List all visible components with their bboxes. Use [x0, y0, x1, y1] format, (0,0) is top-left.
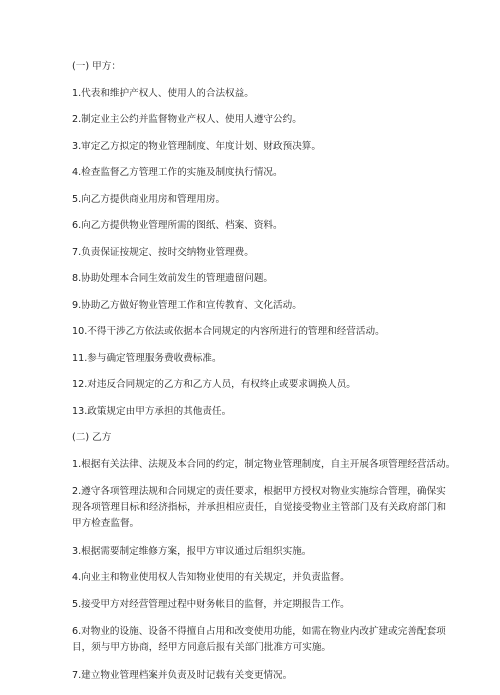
party-a-item-13: 13.政策规定由甲方承担的其他责任。: [72, 405, 232, 417]
party-b-item-4: 4.向业主和物业使用权人告知物业使用的有关规定，并负责监督。: [72, 572, 350, 583]
party-b-item-6: [72, 624, 446, 656]
party-b-item-1: 1.根据有关法律、法规及本合同的约定，制定物业管理制度，自主开展各项管理经营活动。: [72, 458, 456, 470]
party-b-item-2-line: 现各项管理目标和经济指标，并承担相应责任，自觉接受物业主管部门及有关政府部门和: [72, 502, 447, 513]
party-b-item-3: 3.根据需要制定维修方案，报甲方审议通过后组织实施。: [72, 545, 312, 557]
party-a-item-12: 12.对违反合同规定的乙方和乙方人员，有权终止或要求调换人员。: [72, 379, 356, 390]
document-body: [72, 60, 456, 695]
party-a-item-6: 6.向乙方提供物业管理所需的图纸、档案、资料。: [72, 220, 283, 231]
party-a-item-2: 2.制定业主公约并监督物业产权人、使用人遵守公约。: [72, 114, 302, 125]
party-a-item-11: 11.参与确定管理服务费收费标准。: [72, 352, 222, 364]
party-b-item-5: 5.接受甲方对经营管理过程中财务帐目的监督，并定期报告工作。: [72, 598, 350, 610]
party-a-item-5: 5.向乙方提供商业用房和管理用房。: [72, 193, 226, 205]
party-a-item-8: 8.协助处理本合同生效前发生的管理遗留问题。: [72, 273, 274, 284]
section-title-party-b: (二) 乙方: [72, 432, 112, 443]
party-a-item-3: 3.审定乙方拟定的物业管理制度、年度计划、财政预决算。: [72, 140, 321, 152]
party-b-item-2-line: 甲方检查监督。: [72, 518, 140, 529]
party-b-item-7: 7.建立物业管理档案并负责及时记载有关变更情况。: [72, 669, 293, 681]
party-b-item-2-line: 2.遵守各项管理法规和合同规定的责任要求，根据甲方授权对物业实施综合管理，确保实: [72, 486, 446, 497]
party-a-item-1: 1.代表和维护产权人、使用人的合法权益。: [72, 87, 254, 99]
party-b-item-6-line: 目，须与甲方协商，经甲方同意后报有关部门批准方可实施。: [72, 642, 332, 653]
party-a-item-9: 9.协助乙方做好物业管理工作和宣传教育、文化活动。: [72, 299, 302, 311]
section-title-party-a: (一) 甲方：: [72, 61, 121, 72]
party-a-item-7: 7.负责保证按规定、按时交纳物业管理费。: [72, 246, 254, 258]
party-a-item-4: 4.检查监督乙方管理工作的实施及制度执行情况。: [72, 167, 283, 178]
party-b-item-6-line: 6.对物业的设施、设备不得擅自占用和改变使用功能，如需在物业内改扩建或完善配套项: [72, 626, 446, 637]
party-b-item-2: [72, 484, 447, 532]
party-a-item-10: 10.不得干涉乙方依法或依据本合同规定的内容所进行的管理和经营活动。: [72, 326, 385, 337]
